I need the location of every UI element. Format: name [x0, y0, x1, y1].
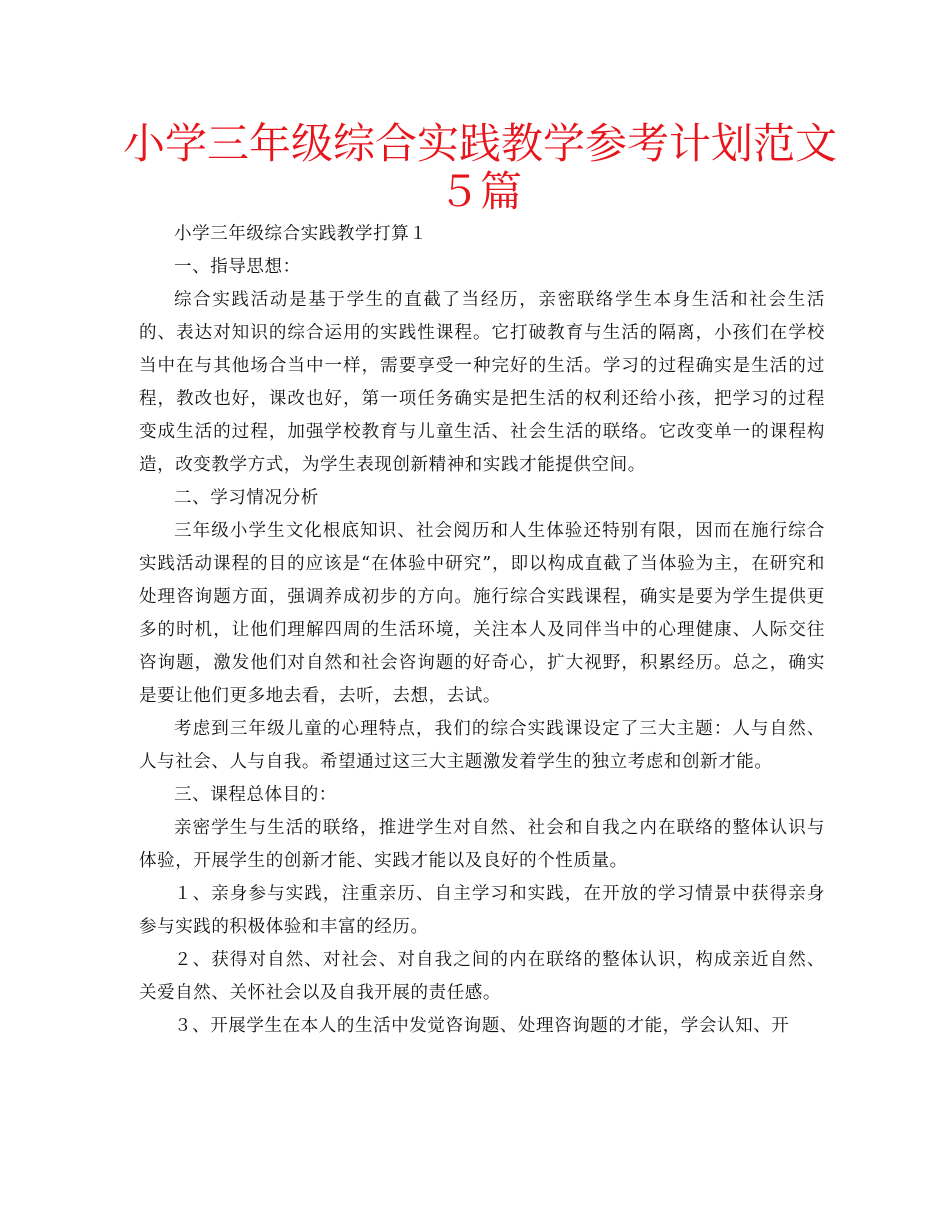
paragraph-section-3-heading: 三、课程总体目的： — [174, 785, 337, 805]
paragraph-plan-heading: 小学三年级综合实践教学打算１ — [174, 224, 428, 244]
paragraph-learning-analysis: 三年级小学生文化根底知识、社会阅历和人生体验还特别有限，因而在施行综合实践活动课程的目的应该是“在体验中研究”，即以构成直截了当体验为主，在研究和处理咨询题方面，强调养成初步的方向。施行综合实践课程，确实是要为学生提供更多的时机，让他们理解四周的生活环境，关注本人及同伴当中的心理健康、人际交往咨询题，激发他们对自然和社会咨询题的好奇心，扩大视野，积累经历。总之，确实是要让他们更多地去看，去听，去想，去试。 — [139, 521, 825, 706]
paragraph-section-2-heading: 二、学习情况分析 — [174, 488, 319, 508]
paragraph-goal-1: １、亲身参与实践，注重亲历、自主学习和实践，在开放的学习情景中获得亲身参与实践的积极体验和丰富的经历。 — [139, 884, 825, 937]
paragraph-goal-2: ２、获得对自然、对社会、对自我之间的内在联络的整体认识，构成亲近自然、关爱自然、关怀社会以及自我开展的责任感。 — [139, 950, 825, 1003]
paragraph-guiding-thought: 综合实践活动是基于学生的直截了当经历，亲密联络学生本身生活和社会生活的、表达对知识的综合运用的实践性课程。它打破教育与生活的隔离，小孩们在学校当中在与其他场合当中一样，需要享受一种完好的生活。学习的过程确实是生活的过程，教改也好，课改也好，第一项任务确实是把生活的权利还给小孩，把学习的过程变成生活的过程，加强学校教育与儿童生活、社会生活的联络。它改变单一的课程构造，改变教学方式，为学生表现创新精神和实践才能提供空间。 — [139, 290, 825, 475]
paragraph-goal-3: ３、开展学生在本人的生活中发觉咨询题、处理咨询题的才能，学会认知、开 — [174, 1016, 790, 1036]
document-title: 小学三年级综合实践教学参考计划范文５篇 — [122, 119, 837, 216]
paragraph-three-themes: 考虑到三年级儿童的心理特点，我们的综合实践课设定了三大主题：人与自然、人与社会、人与自我。希望通过这三大主题激发着学生的独立考虑和创新才能。 — [139, 719, 825, 772]
paragraph-section-1-heading: 一、指导思想： — [174, 257, 301, 277]
paragraph-overall-goal: 亲密学生与生活的联络，推进学生对自然、社会和自我之内在联络的整体认识与体验，开展学生的创新才能、实践才能以及良好的个性质量。 — [139, 818, 825, 871]
document-body — [139, 218, 825, 1043]
